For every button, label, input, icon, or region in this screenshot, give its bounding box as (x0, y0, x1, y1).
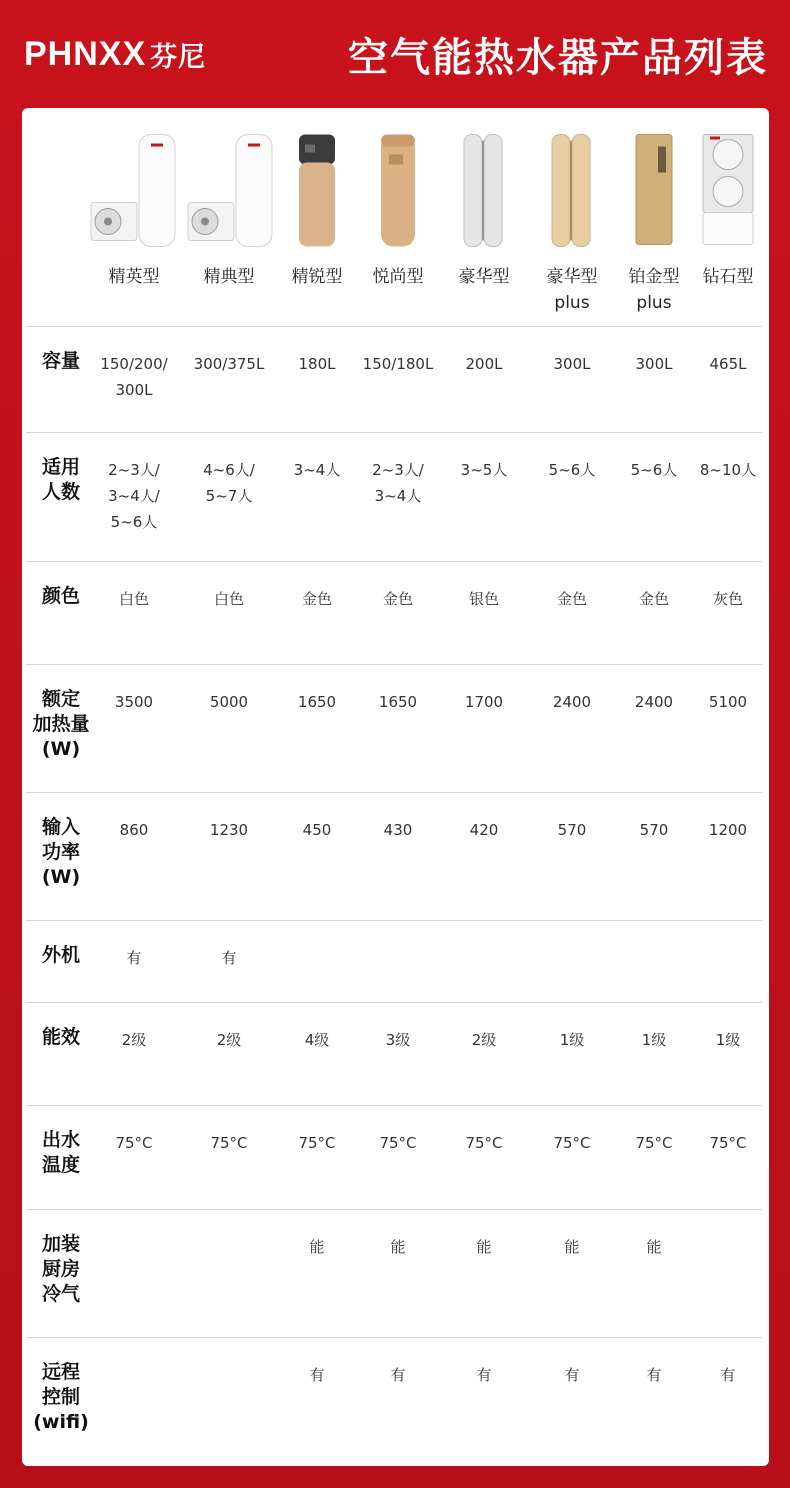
spec-cell: 200L (465, 355, 503, 373)
spec-cell: 3~5人 (460, 461, 508, 479)
product-column-header (527, 108, 617, 326)
spec-cell: 75°C (298, 1134, 336, 1152)
product-image-icon (683, 128, 773, 253)
product-header-row (22, 108, 769, 326)
product-name: 豪华型 plus (546, 267, 598, 313)
product-column-header (272, 108, 362, 326)
spec-row-label: 输入 功率 (W) (41, 816, 81, 888)
spec-row (26, 920, 762, 1002)
spec-cell: 有 (221, 949, 237, 967)
spec-cell: 有 (390, 1366, 406, 1384)
product-name: 豪华型 (458, 267, 510, 287)
logo-latin-text: PHNXX (24, 34, 147, 73)
spec-cell: 有 (720, 1366, 736, 1384)
spec-cell: 75°C (379, 1134, 417, 1152)
product-name: 铂金型 plus (628, 267, 680, 313)
spec-cell: 2级 (121, 1031, 147, 1049)
spec-cell: 75°C (709, 1134, 747, 1152)
spec-cell: 金色 (638, 590, 669, 608)
spec-cell: 8~10人 (699, 461, 757, 479)
page-header (0, 0, 790, 108)
spec-row-label: 远程 控制 (wifi) (33, 1361, 89, 1433)
spec-cell: 1级 (715, 1031, 741, 1049)
spec-cell: 白色 (118, 590, 149, 608)
spec-cell: 金色 (301, 590, 332, 608)
spec-cell: 300L (635, 355, 673, 373)
spec-cell: 430 (383, 821, 413, 839)
product-column-header (439, 108, 529, 326)
spec-row (26, 561, 762, 664)
spec-cell: 180L (298, 355, 336, 373)
spec-row (26, 432, 762, 561)
product-image-icon (89, 128, 179, 253)
spec-cell: 金色 (382, 590, 413, 608)
spec-cell: 5000 (209, 693, 249, 711)
logo-chinese-text: 芬尼 (150, 41, 207, 73)
spec-cell: 4级 (304, 1031, 330, 1049)
spec-cell: 3500 (114, 693, 154, 711)
spec-cell: 有 (646, 1366, 662, 1384)
product-name: 悦尚型 (372, 267, 424, 287)
spec-row (26, 1002, 762, 1105)
spec-cell: 有 (564, 1366, 580, 1384)
brand-logo (24, 35, 206, 74)
spec-row-label: 适用 人数 (41, 456, 80, 503)
spec-cell: 3~4人 (293, 461, 341, 479)
product-name: 精锐型 (291, 267, 343, 287)
spec-row (26, 664, 762, 792)
spec-cell: 1级 (559, 1031, 585, 1049)
spec-cell: 1200 (708, 821, 748, 839)
spec-cell: 4~6人/ 5~7人 (203, 461, 255, 505)
spec-cell: 2400 (552, 693, 592, 711)
spec-row (26, 326, 762, 432)
spec-cell: 5~6人 (630, 461, 678, 479)
spec-row (26, 792, 762, 920)
spec-cell: 150/200/ 300L (100, 355, 168, 399)
spec-cell: 1230 (209, 821, 249, 839)
spec-cell: 2400 (634, 693, 674, 711)
spec-cell: 2级 (216, 1031, 242, 1049)
spec-row (26, 1209, 762, 1337)
spec-cell: 570 (639, 821, 669, 839)
spec-cell: 1650 (297, 693, 337, 711)
spec-cell: 5~6人 (548, 461, 596, 479)
spec-cell: 860 (119, 821, 149, 839)
spec-cell: 450 (302, 821, 332, 839)
product-image-icon (439, 128, 529, 253)
product-name: 精典型 (203, 267, 255, 287)
product-image-icon (353, 128, 443, 253)
spec-cell: 有 (309, 1366, 325, 1384)
spec-cell: 300L (553, 355, 591, 373)
spec-cell: 能 (476, 1238, 492, 1256)
spec-cell: 能 (646, 1238, 662, 1256)
product-column-header (353, 108, 443, 326)
spec-row-label: 额定 加热量 (W) (32, 688, 90, 760)
spec-cell: 75°C (465, 1134, 503, 1152)
spec-row-label: 出水 温度 (41, 1129, 80, 1176)
spec-row (26, 1337, 762, 1467)
spec-cell: 300/375L (193, 355, 265, 373)
product-column-header (184, 108, 274, 326)
product-comparison-card (22, 108, 769, 1466)
spec-row-label: 颜色 (41, 585, 80, 607)
spec-row (26, 1105, 762, 1209)
spec-cell: 2~3人/ 3~4人/ 5~6人 (108, 461, 160, 531)
spec-cell: 灰色 (712, 590, 743, 608)
spec-cell: 1700 (464, 693, 504, 711)
spec-cell: 银色 (468, 590, 499, 608)
product-image-icon (272, 128, 362, 253)
spec-cell: 白色 (213, 590, 244, 608)
spec-cell: 有 (476, 1366, 492, 1384)
spec-cell: 3级 (385, 1031, 411, 1049)
spec-cell: 有 (126, 949, 142, 967)
product-name: 钻石型 (702, 267, 754, 287)
spec-cell: 金色 (556, 590, 587, 608)
product-column-header (89, 108, 179, 326)
spec-row-label: 容量 (41, 350, 80, 372)
spec-cell: 75°C (553, 1134, 591, 1152)
spec-row-label: 外机 (41, 944, 80, 966)
spec-cell: 2级 (471, 1031, 497, 1049)
spec-row-label: 能效 (41, 1026, 80, 1048)
spec-row-label: 加装 厨房 冷气 (41, 1233, 80, 1305)
spec-cell: 2~3人/ 3~4人 (372, 461, 424, 505)
spec-cell: 420 (469, 821, 499, 839)
spec-cell: 75°C (210, 1134, 248, 1152)
spec-cell: 能 (309, 1238, 325, 1256)
spec-cell: 75°C (635, 1134, 673, 1152)
spec-cell: 5100 (708, 693, 748, 711)
page-title: 空气能热水器产品列表 (348, 34, 768, 81)
spec-cell: 能 (564, 1238, 580, 1256)
spec-cell: 能 (390, 1238, 406, 1256)
spec-cell: 1650 (378, 693, 418, 711)
spec-cell: 570 (557, 821, 587, 839)
spec-cell: 465L (709, 355, 747, 373)
product-image-icon (184, 128, 274, 253)
product-name: 精英型 (108, 267, 160, 287)
spec-cell: 1级 (641, 1031, 667, 1049)
product-column-header (683, 108, 773, 326)
spec-cell: 150/180L (362, 355, 434, 373)
product-image-icon (527, 128, 617, 253)
spec-cell: 75°C (115, 1134, 153, 1152)
